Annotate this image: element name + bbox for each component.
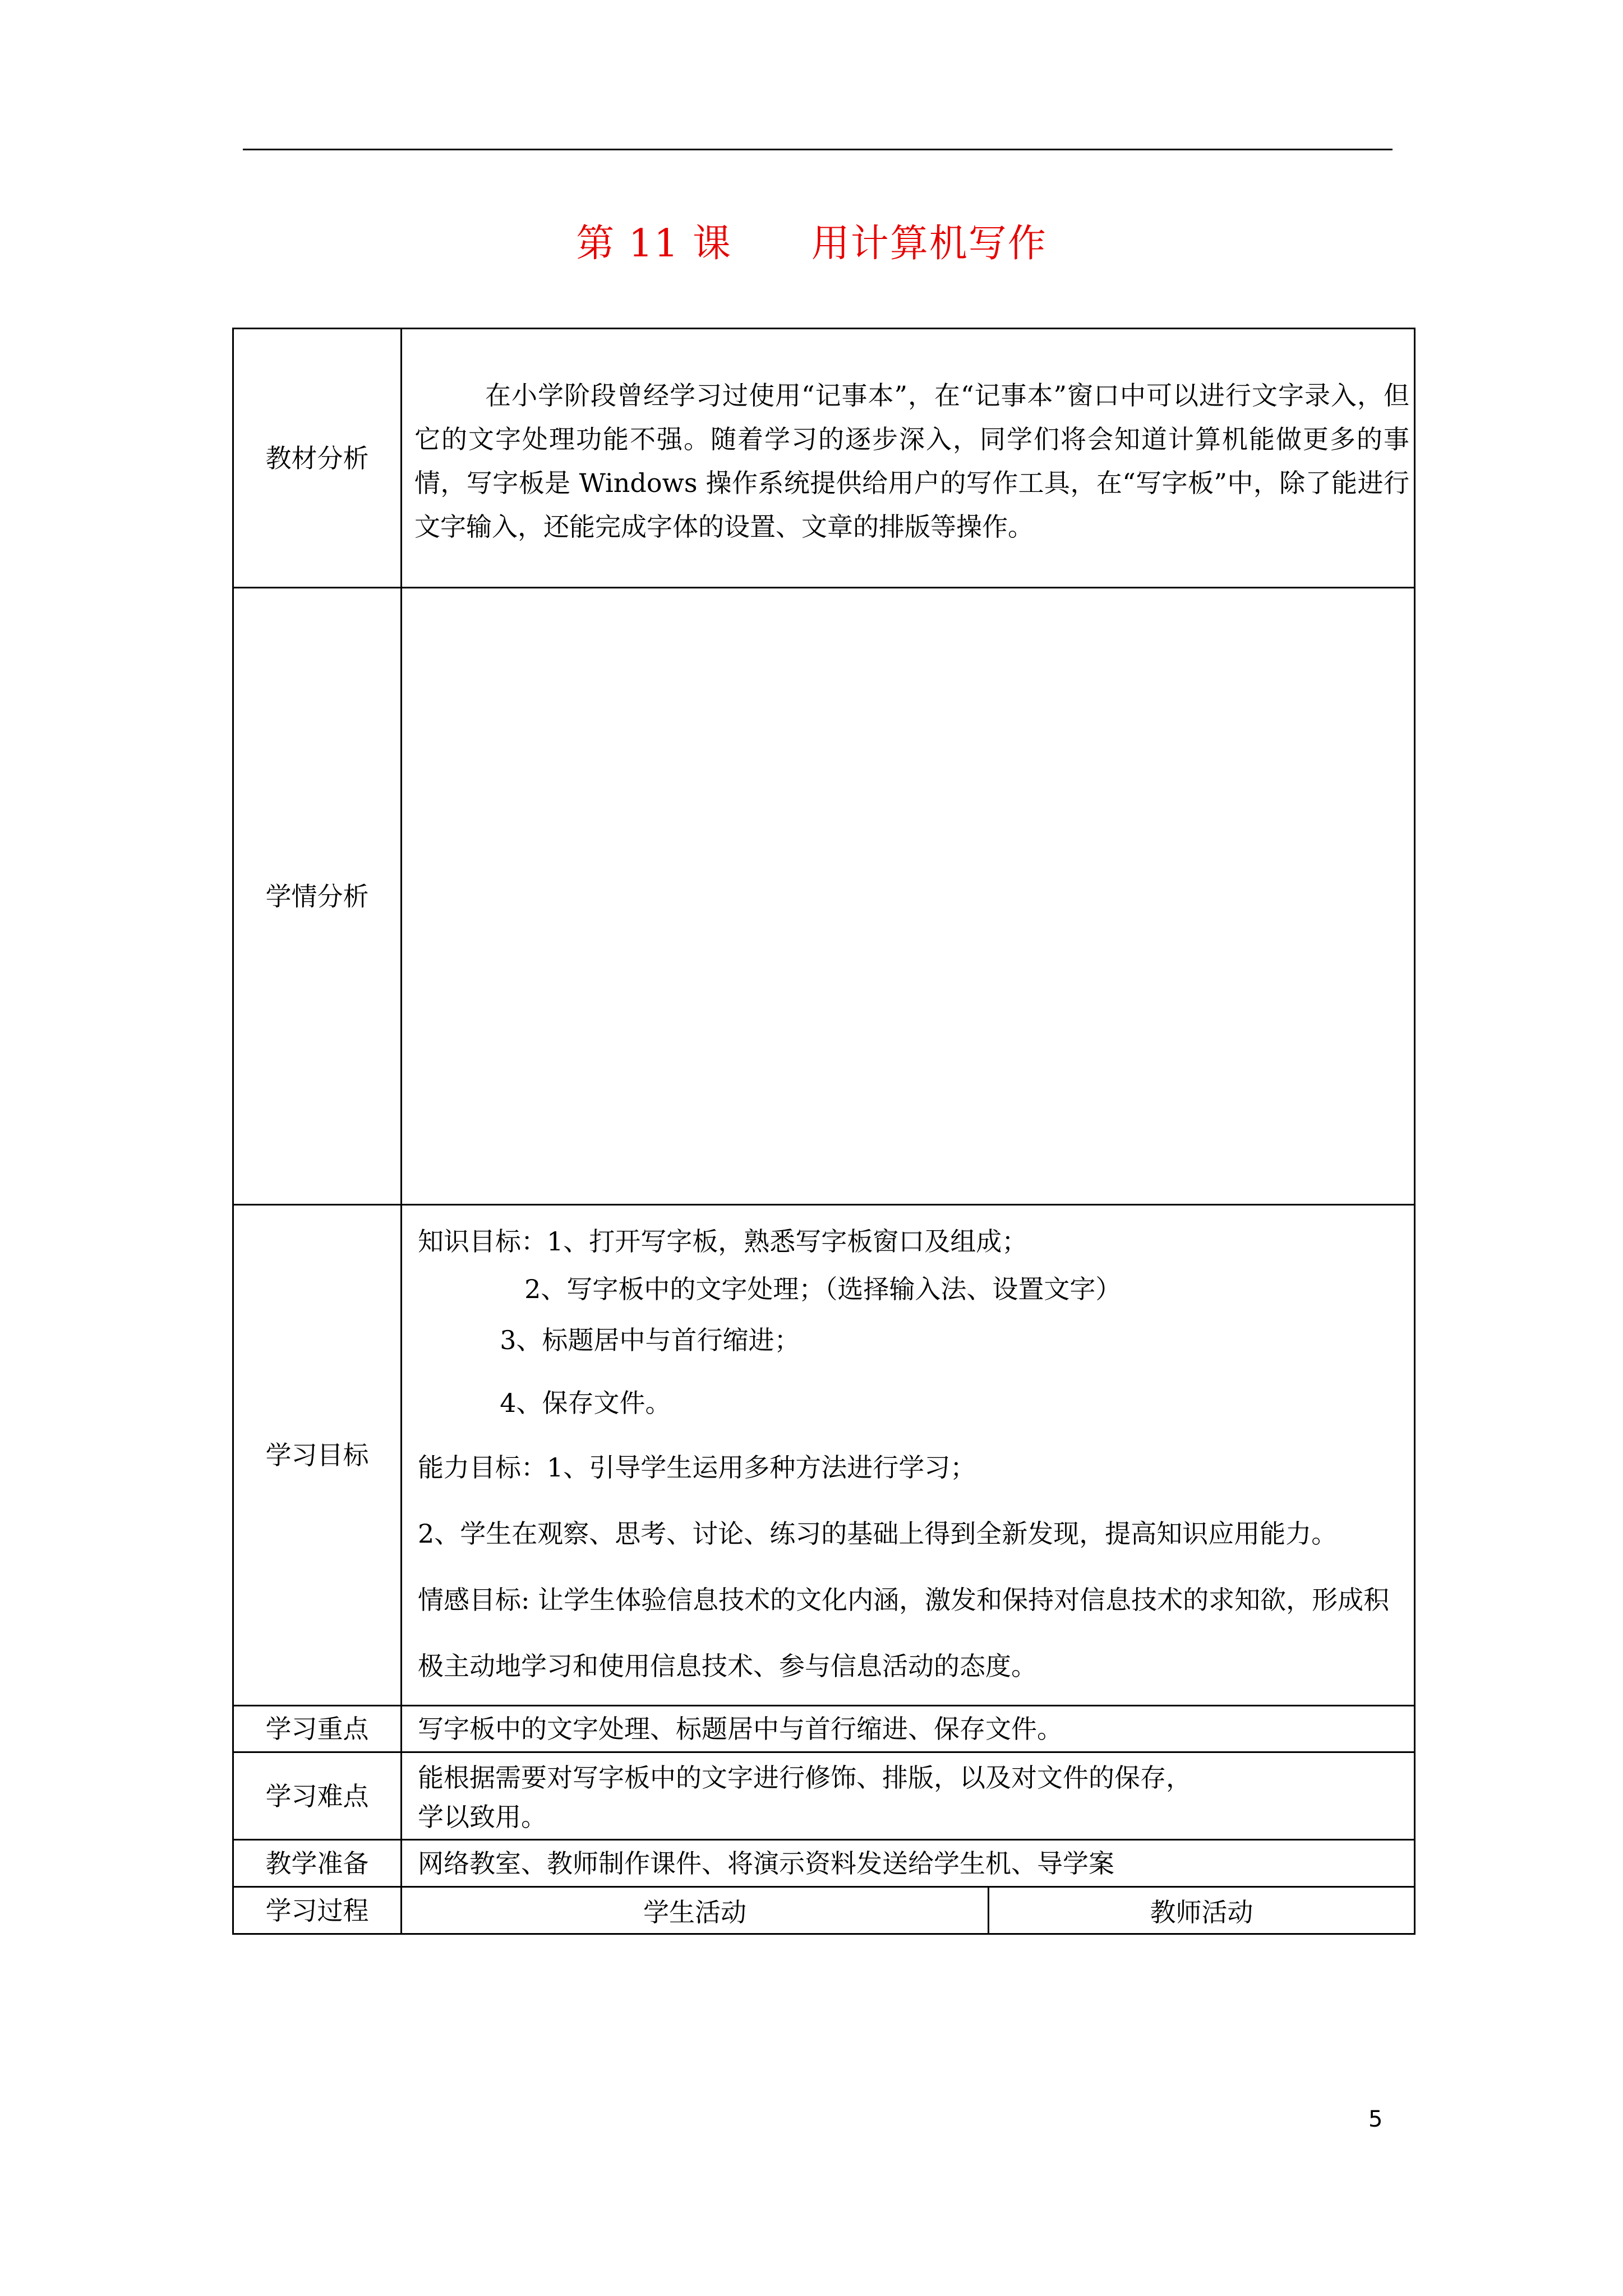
row-label: 学习过程: [233, 1887, 402, 1934]
key-point-text: 写字板中的文字处理、标题居中与首行缩进、保存文件。: [418, 1714, 1063, 1744]
table-row: [233, 1752, 1415, 1840]
goal-line: 3、标题居中与首行缩进；: [418, 1325, 800, 1355]
table-row: [233, 1887, 1415, 1934]
row-content: [402, 588, 1415, 1205]
row-content: [402, 1706, 1415, 1752]
learning-goals: [402, 1205, 1414, 1705]
goal-line: 2、学生在观察、思考、讨论、练习的基础上得到全新发现，提高知识应用能力。: [418, 1519, 1338, 1549]
row-label: 教材分析: [233, 329, 402, 588]
goal-line: 4、保存文件。: [418, 1388, 671, 1418]
difficulty-line: 能根据需要对写字板中的文字进行修饰、排版，以及对文件的保存，: [418, 1762, 1192, 1793]
header-rule: [243, 149, 1393, 150]
preparation-text: 网络教室、教师制作课件、将演示资料发送给学生机、导学案: [418, 1848, 1114, 1879]
row-label: 教学准备: [233, 1840, 402, 1887]
goal-line: 能力目标：1、引导学生运用多种方法进行学习；: [418, 1452, 976, 1483]
table-row: [233, 329, 1415, 588]
goal-line: 2、写字板中的文字处理；（选择输入法、设置文字）: [418, 1274, 1122, 1304]
row-label: 学习目标: [233, 1205, 402, 1706]
row-content: [402, 1205, 1415, 1706]
page-title: 第 11 课 用计算机写作: [576, 222, 1047, 266]
column-header-student-activity: 学生活动: [402, 1887, 989, 1934]
row-content: [402, 1752, 1415, 1840]
lesson-plan-table: [232, 328, 1415, 1935]
goal-line: 情感目标: 让学生体验信息技术的文化内涵，激发和保持对信息技术的求知欲，形成积极主动地学习和使用信息技术、参与信息活动的态度。: [418, 1585, 1390, 1681]
textbook-analysis-text: 在小学阶段曾经学习过使用“记事本”，在“记事本”窗口中可以进行文字录入，但它的文字处理功能不强。随着学习的逐步深入，同学们将会知道计算机能做更多的事情，写字板是 Windows 操作系统提供给用户的写作工具，在“写字板”中，除了能进行文字输入，还能完成字体的设置、文章的排版等操作。: [414, 380, 1409, 542]
table-row: [233, 1205, 1415, 1706]
row-label: 学情分析: [233, 588, 402, 1205]
row-content: [402, 1840, 1415, 1887]
row-content: [402, 329, 1415, 588]
difficulty-line: 学以致用。: [418, 1801, 547, 1832]
table-row: [233, 1706, 1415, 1752]
row-label: 学习重点: [233, 1706, 402, 1752]
page-number: 5: [1368, 2106, 1383, 2132]
goal-line: 知识目标：1、打开写字板，熟悉写字板窗口及组成；: [418, 1226, 1028, 1257]
table-row: [233, 588, 1415, 1205]
row-label: 学习难点: [233, 1752, 402, 1840]
column-header-teacher-activity: 教师活动: [989, 1887, 1415, 1934]
table-row: [233, 1840, 1415, 1887]
